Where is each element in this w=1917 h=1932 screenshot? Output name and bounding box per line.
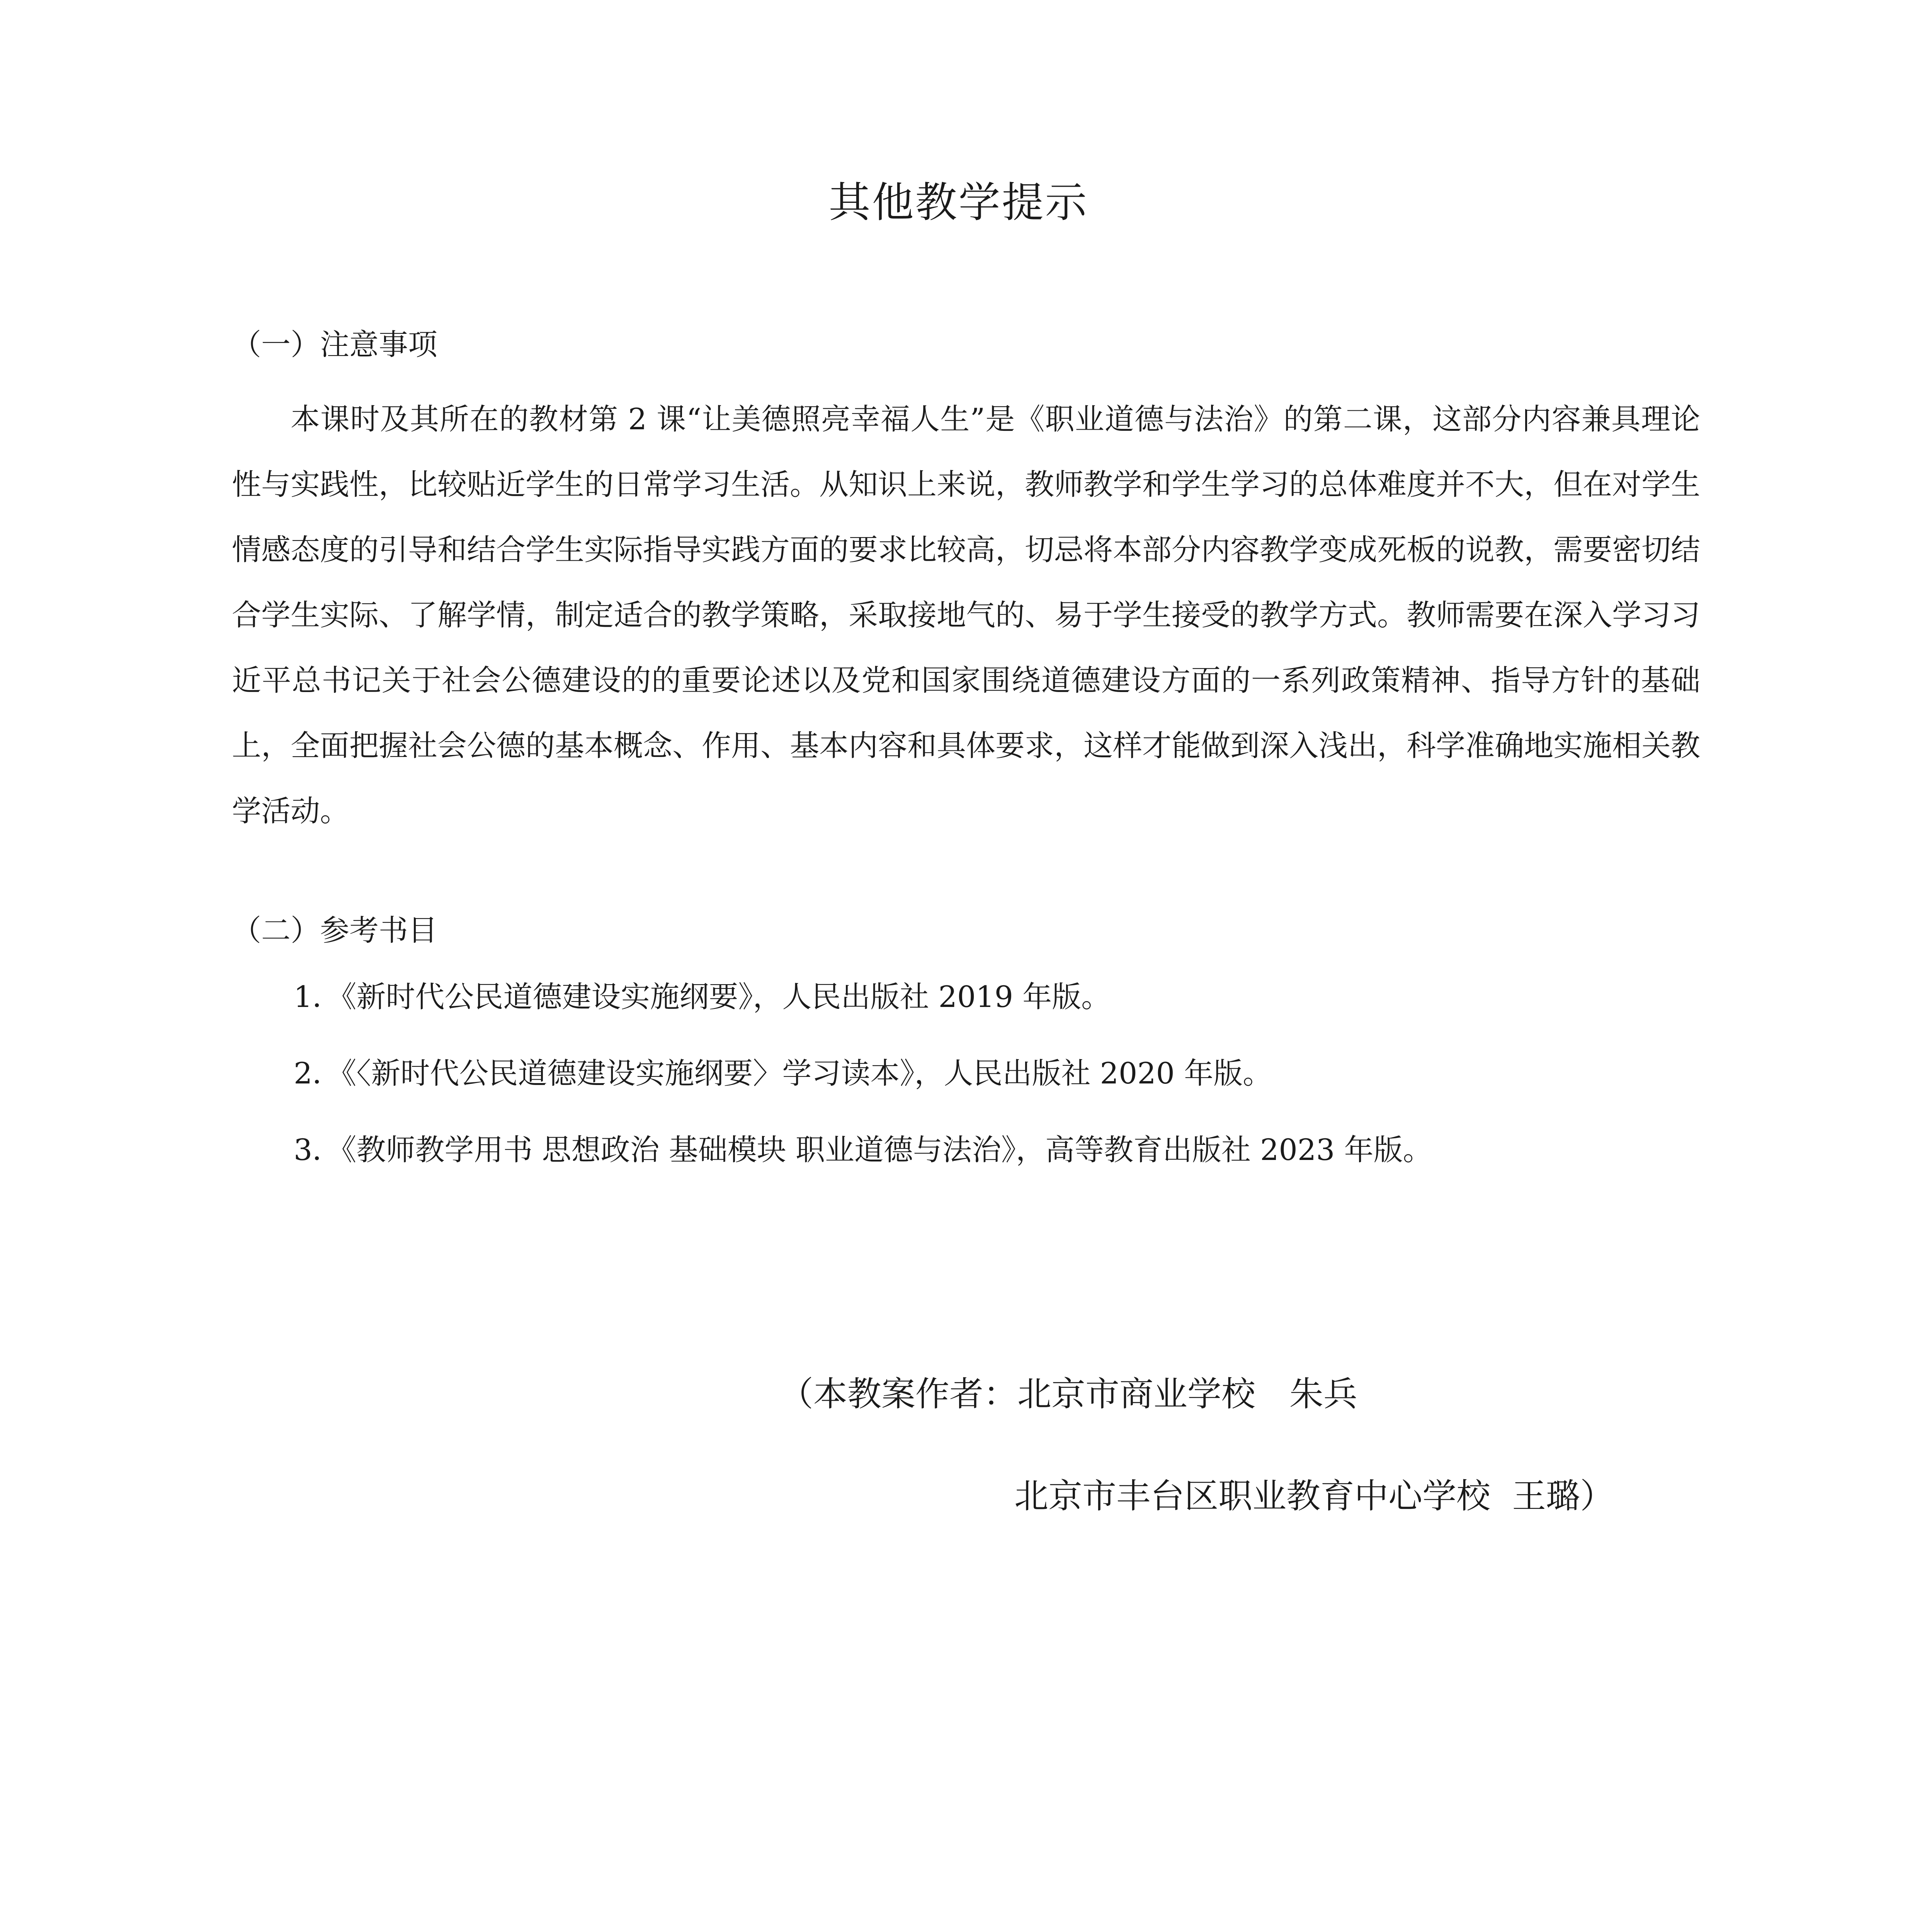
- author-line-2: 北京市丰台区职业教育中心学校 王璐）: [1014, 1476, 1614, 1516]
- reference-list: [294, 974, 1700, 1203]
- section-heading-references: （二）参考书目: [232, 913, 437, 947]
- reference-item: 2．《〈新时代公民道德建设实施纲要〉学习读本》，人民出版社 2020 年版。: [294, 1056, 1272, 1090]
- reference-item: 3．《教师教学用书 思想政治 基础模块 职业道德与法治》，高等教育出版社 2023 年版。: [294, 1133, 1432, 1167]
- page-title: 其他教学提示: [828, 179, 1089, 227]
- author-credit: [736, 1318, 1614, 1624]
- reference-item: 1．《新时代公民道德建设实施纲要》，人民出版社 2019 年版。: [294, 980, 1111, 1014]
- author-line-1: （本教案作者：北京市商业学校 朱兵: [779, 1374, 1357, 1414]
- notes-paragraph: 本课时及其所在的教材第 2 课“让美德照亮幸福人生”是《职业道德与法治》的第二课，这部分内容兼具理论性与实践性，比较贴近学生的日常学习生活。从知识上来说，教师教学和学生学习的总体难度并不大，但在对学生情感态度的引导和结合学生实际指导实践方面的要求比较高，切忌将本部分内容教学变成死板的说教，需要密切结合学生实际、了解学情，制定适合的教学策略，采取接地气的、易于学生接受的教学方式。教师需要在深入学习习近平总书记关于社会公德建设的的重要论述以及党和国家围绕道德建设方面的一系列政策精神、指导方针的基础上，全面把握社会公德的基本概念、作用、基本内容和具体要求，这样才能做到深入浅出，科学准确地实施相关教学活动。: [232, 402, 1700, 828]
- section-heading-notes: （一）注意事项: [232, 327, 437, 362]
